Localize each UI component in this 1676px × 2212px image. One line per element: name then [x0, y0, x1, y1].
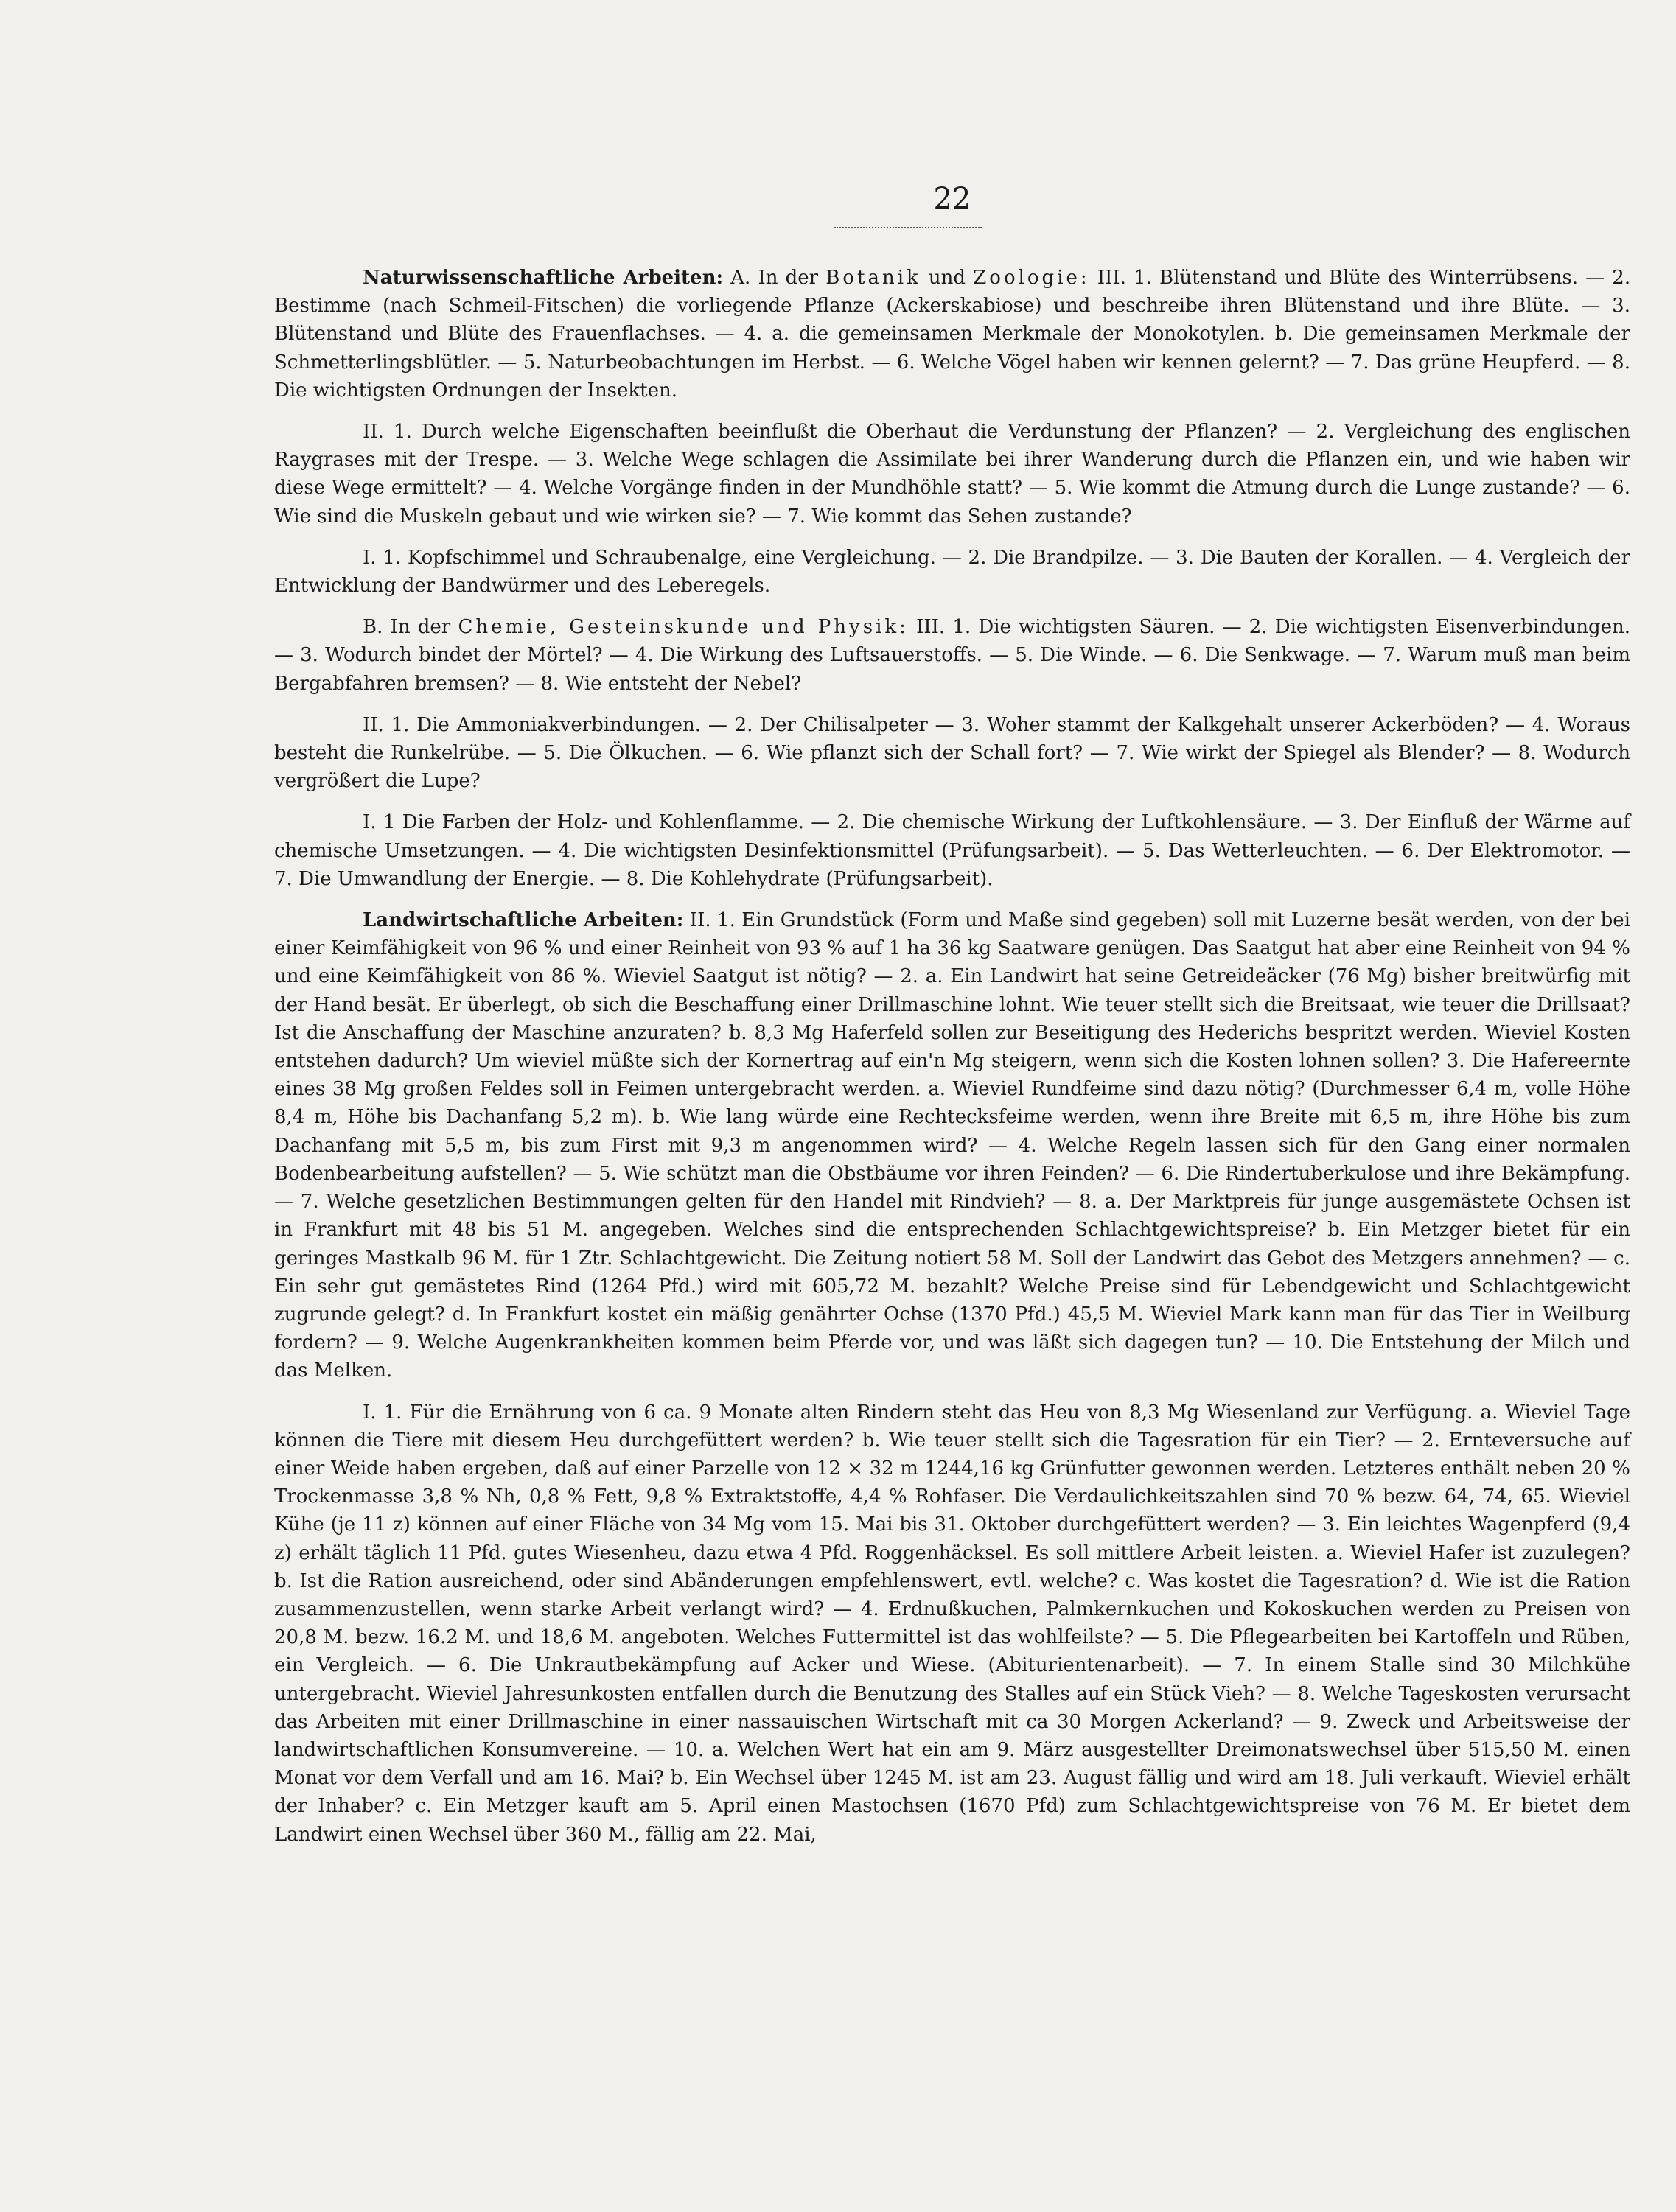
natur-chemie: Chemie, Gesteinskunde und Physik: — [458, 616, 909, 639]
page-number-underline — [834, 223, 982, 228]
natur-paragraph-6: I. 1 Die Farben der Holz- und Kohlenflamme. — 2. Die chemische Wirkung der Luftkohlensäure. — 3. Der Einfluß der Wärme auf chemische Umsetzungen. — 4. Die wichtigsten Desinfektionsmittel (Prüfungsarbeit). — 5. Das Wetterleuchten. — 6. Der Elektromotor. — 7. Die Umwandlung der Energie. — 8. Die Kohlehydrate (Prüfungsarbeit). — [274, 811, 1630, 890]
natur-section-title: Naturwissenschaftliche Arbeiten: — [363, 267, 724, 289]
natur-p4-intro: B. In der — [363, 616, 451, 639]
natur-intro-b: und — [928, 267, 966, 289]
natur-paragraph-2: II. 1. Durch welche Eigenschaften beeinflußt die Oberhaut die Verdunstung der Pflanzen? — 2. Vergleichung des englischen Raygrases mit der Trespe. — 3. Welche Wege schlagen die Assimilate bei ihrer Wanderung durch die Pflanzen ein, und wie haben wir diese Wege ermittelt? — 4. Welche Vorgänge finden in der Mundhöhle statt? — 5. Wie kommt die Atmung durch die Lunge zustande? — 6. Wie sind die Muskeln gebaut und wie wirken sie? — 7. Wie kommt das Sehen zustande? — [274, 421, 1630, 528]
landw-paragraph-1 — [274, 906, 1630, 1385]
natur-botanik: Botanik — [825, 267, 921, 289]
landw-section-title: Landwirtschaftliche Arbeiten: — [363, 909, 684, 932]
document-page — [274, 0, 1630, 2212]
body-text — [274, 264, 1630, 1859]
natur-zoologie: Zoologie: — [973, 267, 1090, 289]
natur-intro-a: A. In der — [730, 267, 819, 289]
natur-paragraph-4 — [274, 613, 1630, 698]
landw-paragraph-2: I. 1. Für die Ernährung von 6 ca. 9 Monate alten Rindern steht das Heu von 8,3 Mg Wiesenland zur Verfügung. a. Wieviel Tage können die Tiere mit diesem Heu durchgefüttert werden? b. Wie teuer stellt sich die Tagesration für ein Tier? — 2. Ernteversuche auf einer Weide haben ergeben, daß auf einer Parzelle von 12 × 32 m 1244,16 kg Grünfutter gewonnen werden. Letzteres enthält neben 20 % Trockenmasse 3,8 % Nh, 0,8 % Fett, 9,8 % Extraktstoffe, 4,4 % Rohfaser. Die Verdaulichkeitszahlen sind 70 % bezw. 64, 74, 65. Wieviel Kühe (je 11 z) können auf einer Fläche von 34 Mg vom 15. Mai bis 31. Oktober durchgefüttert werden? — 3. Ein leichtes Wagenpferd (9,4 z) erhält täglich 11 Pfd. gutes Wiesenheu, dazu etwa 4 Pfd. Roggenhäcksel. Es soll mittlere Arbeit leisten. a. Wieviel Hafer ist zuzulegen? b. Ist die Ration ausreichend, oder sind Abänderungen empfehlenswert, evtl. welche? c. Was kostet die Tagesration? d. Wie ist die Ration zusammenzustellen, wenn starke Arbeit verlangt wird? — 4. Erdnußkuchen, Palmkernkuchen und Kokoskuchen werden zu Preisen von 20,8 M. bezw. 16.2 M. und 18,6 M. angeboten. Welches Futtermittel ist das wohlfeilste? — 5. Die Pflegearbeiten bei Kartoffeln und Rüben, ein Vergleich. — 6. Die Unkrautbekämpfung auf Acker und Wiese. (Abiturientenarbeit). — 7. In einem Stalle sind 30 Milchkühe untergebracht. Wieviel Jahresunkosten entfallen durch die Benutzung des Stalles auf ein Stück Vieh? — 8. Welche Tageskosten verursacht das Arbeiten mit einer Drillmaschine in einer nassauischen Wirtschaft mit ca 30 Morgen Ackerland? — 9. Zweck und Arbeitsweise der landwirtschaftlichen Konsumvereine. — 10. a. Welchen Wert hat ein am 9. März ausgestellter Dreimonatswechsel über 515,50 M. einen Monat vor dem Verfall und am 16. Mai? b. Ein Wechsel über 1245 M. ist am 23. August fällig und wird am 18. Juli verkauft. Wieviel erhält der Inhaber? c. Ein Metzger kauft am 5. April einen Mastochsen (1670 Pfd) zum Schlachtgewichtspreise von 76 M. Er bietet dem Landwirt einen Wechsel über 360 M., fällig am 22. Mai, — [274, 1401, 1630, 1846]
landw-paragraph-1-rest: II. 1. Ein Grundstück (Form und Maße sind gegeben) soll mit Luzerne besät werden, von der bei einer Keimfähigkeit von 96 % und einer Reinheit von 93 % auf 1 ha 36 kg Saatware genügen. Das Saatgut hat aber eine Reinheit von 94 % und eine Keimfähigkeit von 86 %. Wieviel Saatgut ist nötig? — 2. a. Ein Landwirt hat seine Getreideäcker (76 Mg) bisher breitwürfig mit der Hand besät. Er überlegt, ob sich die Beschaffung einer Drillmaschine lohnt. Wie teuer stellt sich die Breitsaat, wie teuer die Drillsaat? Ist die Anschaffung der Maschine anzuraten? b. 8,3 Mg Haferfeld sollen zur Beseitigung des Hederichs bespritzt werden. Wieviel Kosten entstehen dadurch? Um wieviel müßte sich der Kornertrag auf ein'n Mg steigern, wenn sich die Kosten lohnen sollen? 3. Die Hafereernte eines 38 Mg großen Feldes soll in Feimen untergebracht werden. a. Wieviel Rundfeime sind dazu nötig? (Durchmesser 6,4 m, volle Höhe 8,4 m, Höhe bis Dachanfang 5,2 m). b. Wie lang würde eine Rechtecksfeime werden, wenn ihre Breite mit 6,5 m, ihre Höhe bis zum Dachanfang mit 5,5 m, bis zum First mit 9,3 m angenommen wird? — 4. Welche Regeln lassen sich für den Gang einer normalen Bodenbearbeitung aufstellen? — 5. Wie schützt man die Obstbäume vor ihren Feinden? — 6. Die Rindertuberkulose und ihre Bekämpfung. — 7. Welche gesetzlichen Bestimmungen gelten für den Handel mit Rindvieh? — 8. a. Der Marktpreis für junge ausgemästete Ochsen ist in Frankfurt mit 48 bis 51 M. angegeben. Welches sind die entsprechenden Schlachtgewichtspreise? b. Ein Metzger bietet für ein geringes Mastkalb 96 M. für 1 Ztr. Schlachtgewicht. Die Zeitung notiert 58 M. Soll der Landwirt das Gebot des Metzgers annehmen? — c. Ein sehr gut gemästetes Rind (1264 Pfd.) wird mit 605,72 M. bezahlt? Welche Preise sind für Lebendgewicht und Schlachtgewicht zugrunde gelegt? d. In Frankfurt kostet ein mäßig genährter Ochse (1370 Pfd.) 45,5 M. Wieviel Mark kann man für das Tier in Weilburg fordern? — 9. Welche Augenkrankheiten kommen beim Pferde vor, und was läßt sich dagegen tun? — 10. Die Entstehung der Milch und das Melken. — [274, 909, 1630, 1382]
page-number: 22 — [933, 182, 971, 216]
natur-paragraph-5: II. 1. Die Ammoniakverbindungen. — 2. Der Chilisalpeter — 3. Woher stammt der Kalkgehalt unserer Ackerböden? — 4. Woraus besteht die Runkelrübe. — 5. Die Ölkuchen. — 6. Wie pflanzt sich der Schall fort? — 7. Wie wirkt der Spiegel als Blender? — 8. Wodurch vergrößert die Lupe? — [274, 713, 1630, 793]
natur-paragraph-1 — [274, 264, 1630, 405]
natur-paragraph-1-rest: III. 1. Blütenstand und Blüte des Winterrübsens. — 2. Bestimme (nach Schmeil-Fitschen) die vorliegende Pflanze (Ackerskabiose) und beschreibe ihren Blütenstand und ihre Blüte. — 3. Blütenstand und Blüte des Frauenflachses. — 4. a. die gemeinsamen Merkmale der Monokotylen. b. Die gemeinsamen Merkmale der Schmetterlingsblütler. — 5. Naturbeobachtungen im Herbst. — 6. Welche Vögel haben wir kennen gelernt? — 7. Das grüne Heupferd. — 8. Die wichtigsten Ordnungen der Insekten. — [274, 267, 1631, 402]
natur-paragraph-3: I. 1. Kopfschimmel und Schraubenalge, eine Vergleichung. — 2. Die Brandpilze. — 3. Die Bauten der Korallen. — 4. Vergleich der Entwicklung der Bandwürmer und des Leberegels. — [274, 546, 1630, 598]
natur-paragraph-4-rest: III. 1. Die wichtigsten Säuren. — 2. Die wichtigsten Eisenverbindungen. — 3. Wodurch bindet der Mörtel? — 4. Die Wirkung des Luftsauerstoffs. — 5. Die Winde. — 6. Die Senkwage. — 7. Warum muß man beim Bergabfahren bremsen? — 8. Wie entsteht der Nebel? — [274, 616, 1631, 695]
